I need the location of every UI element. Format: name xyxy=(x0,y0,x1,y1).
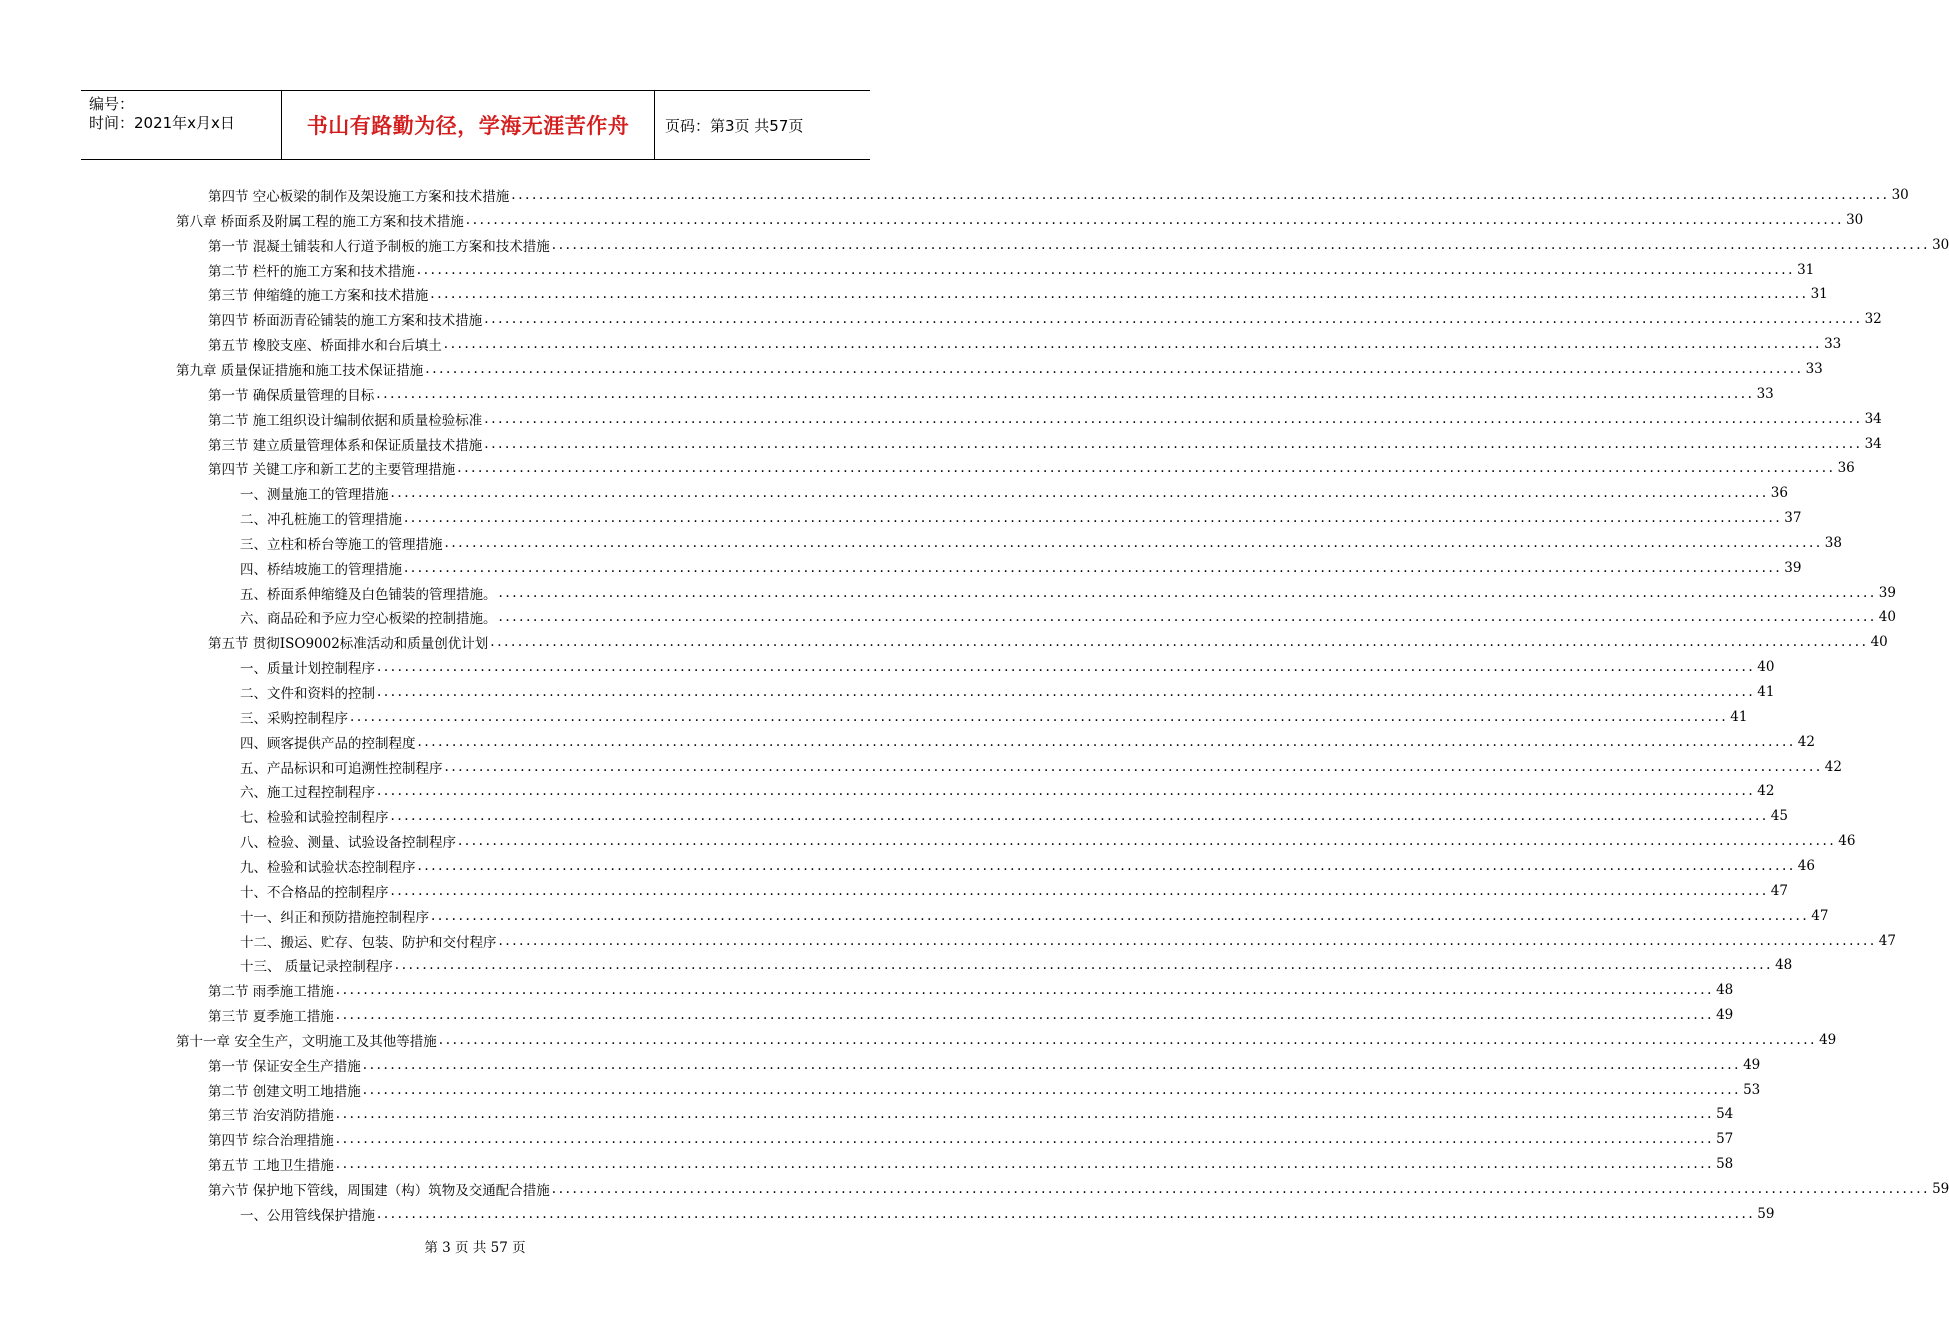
toc-entry-title: 第四节 综合治理措施 xyxy=(208,1133,334,1149)
toc-leader-dots: ........................................................................................................................................................................................................ xyxy=(335,1106,1715,1122)
toc-entry xyxy=(208,307,1882,331)
toc-leader-dots: ........................................................................................................................................................................................................ xyxy=(484,411,1863,427)
toc-entry-title: 四、顾客提供产品的控制程度 xyxy=(240,736,416,752)
toc-entry xyxy=(240,953,1793,977)
toc-leader-dots: ........................................................................................................................................................................................................ xyxy=(511,187,1890,203)
toc-entry xyxy=(208,1003,1734,1027)
toc-entry-page: 33 xyxy=(1824,336,1842,352)
toc-entry xyxy=(208,1078,1761,1102)
toc-entry-title: 六、施工过程控制程序 xyxy=(240,785,375,801)
toc-entry-page: 40 xyxy=(1870,634,1888,650)
toc-entry-page: 57 xyxy=(1716,1131,1734,1147)
toc-entry xyxy=(208,1152,1734,1176)
toc-entry-page: 36 xyxy=(1770,485,1788,501)
toc-entry-title: 第五节 工地卫生措施 xyxy=(208,1158,334,1174)
toc-entry xyxy=(208,1177,1949,1201)
toc-entry-title: 第三节 建立质量管理体系和保证质量技术措施 xyxy=(208,438,483,454)
toc-leader-dots: ........................................................................................................................................................................................................ xyxy=(498,585,1877,601)
toc-entry xyxy=(240,655,1775,679)
toc-entry-title: 四、桥结坡施工的管理措施 xyxy=(240,562,402,578)
toc-entry xyxy=(208,282,1828,306)
toc-leader-dots: ........................................................................................................................................................................................................ xyxy=(390,485,1769,501)
toc-leader-dots: ........................................................................................................................................................................................................ xyxy=(458,833,1837,849)
toc-leader-dots: ........................................................................................................................................................................................................ xyxy=(425,361,1804,377)
toc-entry-title: 第二节 雨季施工措施 xyxy=(208,984,334,1000)
toc-entry xyxy=(208,407,1882,431)
toc-leader-dots: ........................................................................................................................................................................................................ xyxy=(377,783,1756,799)
toc-entry-title: 十一、纠正和预防措施控制程序 xyxy=(240,910,429,926)
toc-entry-title: 第三节 夏季施工措施 xyxy=(208,1009,334,1025)
toc-entry-page: 59 xyxy=(1757,1206,1775,1222)
toc-leader-dots: ........................................................................................................................................................................................................ xyxy=(416,262,1796,278)
toc-entry-title: 一、测量施工的管理措施 xyxy=(240,487,389,503)
toc-entry-page: 47 xyxy=(1878,933,1896,949)
toc-entry-title: 三、立柱和桥台等施工的管理措施 xyxy=(240,537,443,553)
toc-entry-page: 30 xyxy=(1891,187,1909,203)
toc-leader-dots: ........................................................................................................................................................................................................ xyxy=(417,734,1796,750)
toc-entry-page: 38 xyxy=(1824,535,1842,551)
toc-entry-title: 三、采购控制程序 xyxy=(240,711,348,727)
toc-entry-title: 第六节 保护地下管线，周围建（构）筑物及交通配合措施 xyxy=(208,1183,550,1199)
toc-entry-title: 第四节 空心板梁的制作及架设施工方案和技术措施 xyxy=(208,189,510,205)
toc-entry-page: 47 xyxy=(1770,883,1788,899)
toc-leader-dots: ........................................................................................................................................................................................................ xyxy=(484,311,1863,327)
toc-entry xyxy=(240,1202,1775,1226)
toc-entry-title: 七、检验和试验控制程序 xyxy=(240,810,389,826)
toc-entry xyxy=(240,506,1802,530)
toc-leader-dots: ........................................................................................................................................................................................................ xyxy=(362,1082,1742,1098)
toc-entry xyxy=(240,904,1829,928)
toc-entry-page: 42 xyxy=(1797,734,1815,750)
toc-entry-page: 37 xyxy=(1784,510,1802,526)
toc-leader-dots: ........................................................................................................................................................................................................ xyxy=(362,1057,1742,1073)
page-info: 页码：第3页 共57页 xyxy=(665,116,804,135)
toc-entry-page: 48 xyxy=(1775,957,1793,973)
toc-entry xyxy=(240,854,1815,878)
toc-entry-page: 41 xyxy=(1757,684,1775,700)
toc-leader-dots: ........................................................................................................................................................................................................ xyxy=(498,933,1877,949)
toc-entry xyxy=(208,332,1842,356)
toc-leader-dots: ........................................................................................................................................................................................................ xyxy=(431,908,1810,924)
serial-label: 编号： xyxy=(89,95,135,113)
toc-entry xyxy=(240,581,1896,605)
toc-leader-dots: ........................................................................................................................................................................................................ xyxy=(390,883,1769,899)
toc-entry-title: 第二节 施工组织设计编制依据和质量检验标准 xyxy=(208,413,483,429)
toc-entry-title: 五、产品标识和可追溯性控制程序 xyxy=(240,761,443,777)
toc-entry-title: 六、商品砼和予应力空心板梁的控制措施。 xyxy=(240,611,497,627)
toc-entry xyxy=(240,531,1842,555)
toc-entry-page: 54 xyxy=(1716,1106,1734,1122)
toc-entry xyxy=(208,1127,1734,1151)
toc-entry-page: 46 xyxy=(1838,833,1856,849)
toc-entry-page: 47 xyxy=(1811,908,1829,924)
toc-leader-dots: ........................................................................................................................................................................................................ xyxy=(444,535,1823,551)
toc-entry-page: 39 xyxy=(1878,585,1896,601)
toc-leader-dots: ........................................................................................................................................................................................................ xyxy=(376,386,1755,402)
toc-entry xyxy=(240,556,1802,580)
toc-entry-page: 46 xyxy=(1797,858,1815,874)
toc-entry-title: 第三节 伸缩缝的施工方案和技术措施 xyxy=(208,288,429,304)
toc-entry-title: 十三、 质量记录控制程序 xyxy=(240,959,393,975)
toc-entry-title: 第五节 贯彻ISO9002标准活动和质量创优计划 xyxy=(208,636,489,652)
toc-leader-dots: ........................................................................................................................................................................................................ xyxy=(438,1032,1818,1048)
toc-entry-page: 30 xyxy=(1846,212,1864,228)
toc-entry xyxy=(240,730,1815,754)
toc-leader-dots: ........................................................................................................................................................................................................ xyxy=(443,336,1823,352)
toc-leader-dots: ........................................................................................................................................................................................................ xyxy=(551,237,1931,253)
toc-entry-title: 十二、搬运、贮存、包装、防护和交付程序 xyxy=(240,935,497,951)
toc-entry-title: 第二节 栏杆的施工方案和技术措施 xyxy=(208,264,415,280)
toc-entry xyxy=(240,929,1896,953)
toc-entry-title: 一、公用管线保护措施 xyxy=(240,1208,375,1224)
toc-entry-title: 十、不合格品的控制程序 xyxy=(240,885,389,901)
toc-entry xyxy=(208,978,1734,1002)
date-label: 时间：2021年x月x日 xyxy=(89,114,235,132)
motto: 书山有路勤为径，学海无涯苦作舟 xyxy=(306,114,630,138)
toc-leader-dots: ........................................................................................................................................................................................................ xyxy=(377,1206,1756,1222)
toc-entry-page: 33 xyxy=(1805,361,1823,377)
page-header xyxy=(81,90,870,160)
toc-entry-page: 34 xyxy=(1864,411,1882,427)
toc-entry-page: 48 xyxy=(1716,982,1734,998)
toc-leader-dots: ........................................................................................................................................................................................................ xyxy=(404,510,1783,526)
toc-leader-dots: ........................................................................................................................................................................................................ xyxy=(465,212,1845,228)
toc-entry xyxy=(208,258,1815,282)
toc-leader-dots: ........................................................................................................................................................................................................ xyxy=(394,957,1774,973)
toc-leader-dots: ........................................................................................................................................................................................................ xyxy=(404,560,1783,576)
toc-leader-dots: ........................................................................................................................................................................................................ xyxy=(335,1131,1715,1147)
toc-entry-page: 34 xyxy=(1864,436,1882,452)
toc-entry-title: 二、文件和资料的控制 xyxy=(240,686,375,702)
toc-entry-title: 一、质量计划控制程序 xyxy=(240,661,375,677)
header-page-info-cell xyxy=(655,91,870,159)
toc-entry-page: 41 xyxy=(1730,709,1748,725)
toc-entry-page: 58 xyxy=(1716,1156,1734,1172)
toc-leader-dots: ........................................................................................................................................................................................................ xyxy=(377,684,1756,700)
toc-entry-title: 第三节 治安消防措施 xyxy=(208,1108,334,1124)
page-footer: 第 3 页 共 57 页 xyxy=(424,1240,526,1256)
toc-entry xyxy=(240,605,1896,629)
toc-leader-dots: ........................................................................................................................................................................................................ xyxy=(417,858,1796,874)
toc-entry-title: 第一节 保证安全生产措施 xyxy=(208,1059,361,1075)
toc-entry xyxy=(208,630,1888,654)
toc-entry-page: 42 xyxy=(1757,783,1775,799)
toc-entry-title: 第八章 桥面系及附属工程的施工方案和技术措施 xyxy=(176,214,464,230)
toc-leader-dots: ........................................................................................................................................................................................................ xyxy=(390,808,1769,824)
toc-entry-title: 第一节 确保质量管理的目标 xyxy=(208,388,375,404)
toc-leader-dots: ........................................................................................................................................................................................................ xyxy=(377,659,1756,675)
toc-entry-page: 39 xyxy=(1784,560,1802,576)
toc-entry xyxy=(176,357,1823,381)
toc-entry-page: 40 xyxy=(1757,659,1775,675)
toc-entry-title: 第四节 关键工序和新工艺的主要管理措施 xyxy=(208,462,456,478)
toc-entry-title: 第九章 质量保证措施和施工技术保证措施 xyxy=(176,363,424,379)
toc-entry-title: 第五节 橡胶支座、桥面排水和台后填土 xyxy=(208,338,442,354)
toc-leader-dots: ........................................................................................................................................................................................................ xyxy=(457,460,1836,476)
toc-leader-dots: ........................................................................................................................................................................................................ xyxy=(335,982,1715,998)
toc-entry xyxy=(240,680,1775,704)
toc-leader-dots: ........................................................................................................................................................................................................ xyxy=(335,1156,1715,1172)
toc-entry-title: 五、桥面系伸缩缝及白色铺装的管理措施。 xyxy=(240,587,497,603)
toc-entry xyxy=(240,879,1788,903)
toc-entry xyxy=(208,183,1909,207)
toc-entry xyxy=(208,1102,1734,1126)
toc-entry-page: 45 xyxy=(1770,808,1788,824)
toc-entry-title: 二、冲孔桩施工的管理措施 xyxy=(240,512,402,528)
toc-entry-page: 36 xyxy=(1837,460,1855,476)
header-motto-cell xyxy=(282,91,655,159)
toc-leader-dots: ........................................................................................................................................................................................................ xyxy=(484,436,1863,452)
toc-entry xyxy=(240,755,1842,779)
toc-entry xyxy=(208,233,1949,257)
toc-entry xyxy=(176,208,1864,232)
toc-leader-dots: ........................................................................................................................................................................................................ xyxy=(490,634,1869,650)
toc-entry xyxy=(240,705,1748,729)
toc-entry-title: 第一节 混凝土铺装和人行道予制板的施工方案和技术措施 xyxy=(208,239,550,255)
toc-entry-page: 30 xyxy=(1932,237,1949,253)
toc-entry-page: 49 xyxy=(1743,1057,1761,1073)
toc-entry xyxy=(208,432,1882,456)
toc-entry-page: 31 xyxy=(1797,262,1815,278)
header-meta xyxy=(81,91,282,159)
toc-entry-title: 第四节 桥面沥青砼铺装的施工方案和技术措施 xyxy=(208,313,483,329)
toc-entry xyxy=(240,779,1775,803)
toc-entry xyxy=(240,829,1856,853)
toc-leader-dots: ........................................................................................................................................................................................................ xyxy=(444,759,1823,775)
toc-entry xyxy=(208,1053,1761,1077)
toc-entry-page: 33 xyxy=(1756,386,1774,402)
toc-entry-title: 第十一章 安全生产，文明施工及其他等措施 xyxy=(176,1034,437,1050)
toc-entry-title: 第二节 创建文明工地措施 xyxy=(208,1084,361,1100)
toc-entry-page: 42 xyxy=(1824,759,1842,775)
toc-entry-page: 59 xyxy=(1932,1181,1949,1197)
toc-leader-dots: ........................................................................................................................................................................................................ xyxy=(498,609,1877,625)
toc-entry xyxy=(176,1028,1837,1052)
toc-entry xyxy=(240,481,1788,505)
toc-entry-title: 九、检验和试验状态控制程序 xyxy=(240,860,416,876)
toc-entry-page: 53 xyxy=(1743,1082,1761,1098)
toc-entry xyxy=(240,804,1788,828)
toc-entry-title: 八、检验、测量、试验设备控制程序 xyxy=(240,835,456,851)
toc-leader-dots: ........................................................................................................................................................................................................ xyxy=(350,709,1729,725)
toc-entry-page: 40 xyxy=(1878,609,1896,625)
toc-leader-dots: ........................................................................................................................................................................................................ xyxy=(551,1181,1931,1197)
toc-entry xyxy=(208,456,1855,480)
toc-leader-dots: ........................................................................................................................................................................................................ xyxy=(335,1007,1715,1023)
toc-entry-page: 49 xyxy=(1716,1007,1734,1023)
toc-entry xyxy=(208,382,1774,406)
toc-entry-page: 31 xyxy=(1810,286,1828,302)
toc-entry-page: 32 xyxy=(1864,311,1882,327)
toc-leader-dots: ........................................................................................................................................................................................................ xyxy=(430,286,1809,302)
toc-entry-page: 49 xyxy=(1819,1032,1837,1048)
